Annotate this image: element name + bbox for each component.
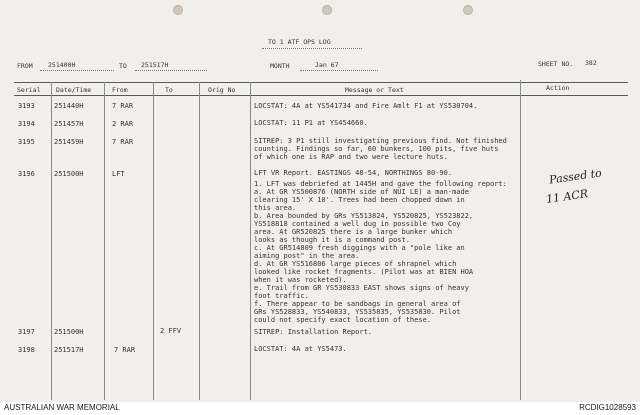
row-message: looked like rocket fragments. (Pilot was at BIEN HOA	[254, 268, 474, 276]
row-from: 2 RAR	[112, 120, 134, 128]
row-message: area. At GR520825 there is a large bunker which	[254, 228, 453, 236]
from-value: 251400H	[48, 61, 76, 69]
col-serial: Serial	[17, 86, 41, 94]
row-datetime: 251517H	[54, 346, 84, 354]
month-dots	[300, 70, 378, 71]
row-message: a. At GR YS500876 (NORTH side of NUI LE) a man-made	[254, 188, 469, 196]
row-serial: 3198	[18, 346, 35, 354]
row-serial: 3196	[18, 170, 35, 178]
col-divider	[153, 82, 154, 400]
row-message: LOCSTAT: 4A at YS5473.	[254, 345, 347, 353]
punch-hole	[173, 5, 183, 15]
action-note-line1: Passed to	[548, 166, 603, 187]
month-label: MONTH	[270, 62, 290, 70]
punch-hole	[322, 5, 332, 15]
row-message: c. At GR514809 fresh diggings with a "pole like an	[254, 244, 465, 252]
col-divider	[250, 82, 251, 400]
col-message: Message or Text	[345, 86, 404, 94]
row-message: 1. LFT was debriefed at 1445H and gave the following report:	[254, 180, 507, 188]
row-message: when it was rocketed).	[254, 276, 347, 284]
to-value: 251517H	[141, 61, 169, 69]
table-top-rule	[14, 82, 628, 83]
to-label: TO	[119, 62, 127, 70]
row-serial: 3194	[18, 120, 35, 128]
row-message: d. At GR YS516806 large pieces of shrapnel which	[254, 260, 457, 268]
col-datetime: Date/Time	[56, 86, 92, 94]
footer-source: AUSTRALIAN WAR MEMORIAL	[4, 403, 120, 412]
row-message: f. There appear to be sandbags in general area of	[254, 300, 461, 308]
row-serial: 3193	[18, 102, 35, 110]
title-underline	[262, 48, 362, 49]
row-from: LFT	[112, 170, 125, 178]
row-message: could not specify exact location of these.	[254, 316, 432, 324]
row-from: 7 RAR	[112, 102, 134, 110]
row-datetime: 251500H	[54, 170, 84, 178]
row-message: clearing 15' X 10'. Trees had been chopped down in	[254, 196, 465, 204]
header-bottom-rule	[14, 95, 628, 96]
col-to: To	[165, 86, 173, 94]
row-message: e. Trail from GR YS530833 EAST shows signs of heavy	[254, 284, 469, 292]
sheet-value: 382	[585, 59, 597, 67]
col-divider	[104, 82, 105, 400]
row-datetime: 251459H	[54, 138, 84, 146]
row-message: this area.	[254, 204, 297, 212]
row-message: LOCSTAT: 11 P1 at YS454660.	[254, 119, 368, 127]
col-divider	[199, 82, 200, 400]
row-message: SITREP: 3 P1 still investigating previous find. Not finished	[254, 137, 507, 145]
from-label: FROM	[17, 62, 33, 70]
row-message: counting. Findings so far, 60 bunkers, 100 pits, five huts	[254, 145, 499, 153]
row-datetime: 251457H	[54, 120, 84, 128]
row-message: looks as though it is a command post.	[254, 236, 410, 244]
col-from: From	[112, 86, 128, 94]
col-divider	[51, 82, 52, 400]
row-serial: 3197	[18, 328, 35, 336]
row-message: LOCSTAT: 4A at YS541734 and Fire Amlt F1 at YS530704.	[254, 102, 478, 110]
action-note-line2: 11 ACR	[545, 187, 589, 206]
row-message: YS518818 contained a well dug in possible two Coy	[254, 220, 461, 228]
row-from: 7 RAR	[114, 346, 136, 354]
row-datetime: 251440H	[54, 102, 84, 110]
col-divider	[520, 80, 521, 400]
row-message: aiming post" in the area.	[254, 252, 360, 260]
row-message: GRs YS528833, YS540833, YS535835, YS535830. Pilot	[254, 308, 461, 316]
col-action: Action	[546, 84, 570, 92]
from-dots	[40, 70, 114, 71]
row-serial: 3195	[18, 138, 35, 146]
row-message: foot traffic.	[254, 292, 309, 300]
row-datetime: 251500H	[54, 328, 84, 336]
to-dots	[135, 70, 207, 71]
punch-hole	[463, 5, 473, 15]
row-message: of which one is RAP and two were lecture huts.	[254, 153, 448, 161]
row-to: 2 FFV	[160, 327, 182, 335]
log-title: TO 1 ATF OPS LOG	[268, 38, 331, 46]
month-value: Jan 67	[315, 61, 339, 69]
sheet-label: SHEET NO.	[538, 60, 574, 68]
row-message: LFT VR Report. EASTINGS 48-54, NORTHINGS 80-90.	[254, 169, 453, 177]
row-message: SITREP: Installation Report.	[254, 328, 373, 336]
row-from: 7 RAR	[112, 138, 134, 146]
col-orig-no: Orig No	[208, 86, 236, 94]
footer-record-id: RCDIG1028593	[579, 403, 636, 412]
row-message: b. Area bounded by GRs YS513824, YS520825, YS523822,	[254, 212, 474, 220]
